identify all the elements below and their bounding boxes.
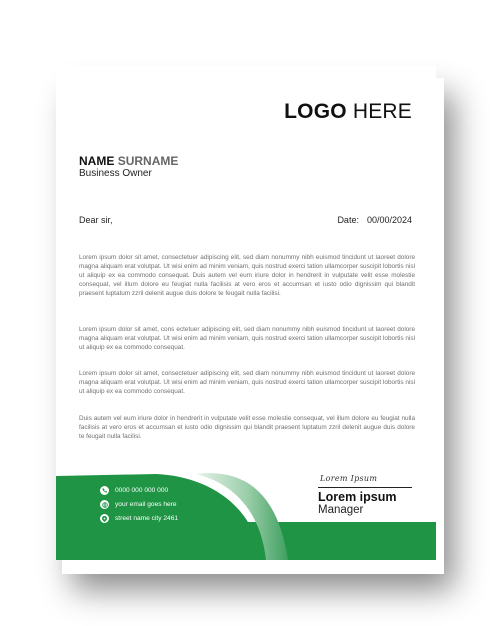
globe-icon [100,500,109,509]
contact-address-text: street name city 2461 [115,515,179,522]
signature-name: Lorem ipsum [318,490,397,504]
date-label: Date: [337,215,359,225]
date-value: 00/00/2024 [366,215,412,225]
date [337,215,412,225]
letterhead-page [56,66,436,560]
logo-bold: LOGO [284,100,347,123]
body-paragraph-2: Lorem ipsum dolor sit amet, cons ectetuer adipiscing elit, sed diam nonummy nibh euismod tincidunt ut laoreet dolore magna aliquam erat volutpat. Ut wisi enim ad minim veniam, quis nostrud exerci tation ullamcorper suscipit lobortis nisl ut aliquip ex ea commodo consequat. [79,326,415,352]
sender-name [79,154,178,168]
contact-phone-text: 0000 000 000 000 [115,487,169,494]
logo [284,100,412,124]
sender-first-name: NAME [79,154,115,168]
greeting: Dear sir, [79,215,113,225]
location-pin-icon [100,514,109,523]
contact-email-text: your email goes here [115,501,177,508]
sender-role: Business Owner [79,168,152,179]
body-paragraph-3: Lorem ipsum dolor sit amet, consectetuer adipiscing elit, sed diam nonummy nibh euismod tincidunt ut laoreet dolore magna aliquam erat volutpat. Ut wisi enim ad minim veniam, quis nostrud exerci tation ullamcorper suscipit lobortis nisl ut aliquip ex ea commodo consequat. [79,370,415,396]
contact-phone [100,486,168,495]
signature-line [318,487,412,488]
phone-icon [100,486,109,495]
signature-title: Manager [318,504,364,516]
body-paragraph-1: Lorem ipsum dolor sit amet, consectetuer adipiscing elit, sed diam nonummy nibh euismod tincidunt ut laoreet dolore magna aliquam erat volutpat. Ut wisi enim ad minim veniam, quis nostrud exerci tation ullamcorper suscipit lobortis nisl ut aliquip ex ea commodo consequat. Duis autem vel eum iriure dolor in hendrerit in vulputate velit esse molestie consequat, vel illum dolore eu feugiat nulla facilisis at vero eros et accumsan et iusto odio dignissim qui blandit praesent luptatum zzril delenit augue duis dolore te feugait nulla facilisi. [79,254,415,298]
signature-script: Lorem Ipsum [320,474,378,483]
contact-email [100,500,177,509]
contact-address [100,514,178,523]
body-paragraph-4: Duis autem vel eum iriure dolor in hendrerit in vulputate velit esse molestie consequat, vel illum dolore eu feugiat nulla facilisis at vero eros et accumsan et iusto odio dignissim qui blandit praesent luptatum zzril delenit augue duis dolore te feugait nulla facilisi. [79,415,415,441]
logo-light: HERE [352,100,412,123]
sender-surname: SURNAME [117,154,179,168]
footer-shapes [56,464,436,560]
footer-band [56,464,436,560]
